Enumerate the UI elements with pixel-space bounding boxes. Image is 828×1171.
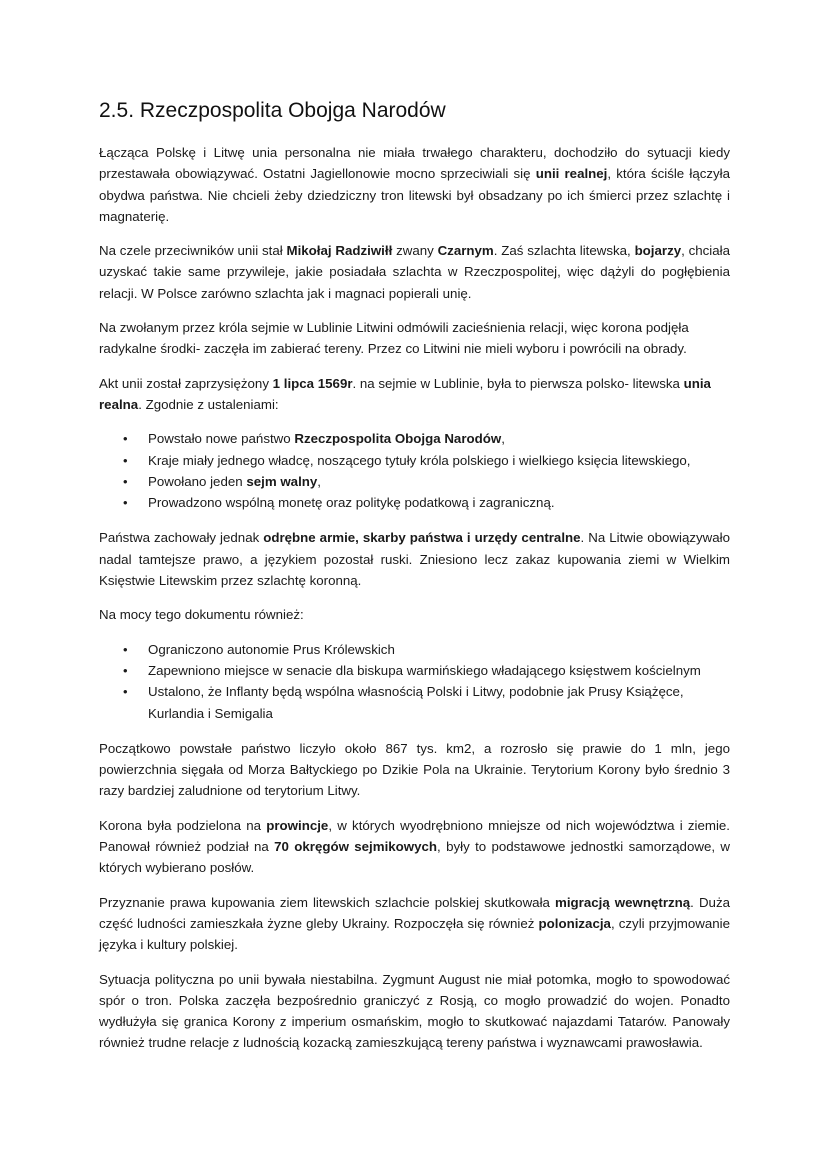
text-run: , która ściśle łączyła obydwa państwa. Nie chcieli żeby dziedziczny tron litewski był obsadzany po ich śmierci przez szlachtę i magnaterię.: [99, 166, 731, 224]
list-item: [99, 681, 730, 724]
bold-term: migracją wewnętrzną: [555, 894, 691, 910]
text-run: Prowadzono wspólną monetę oraz politykę podatkową i zagraniczną.: [148, 495, 555, 511]
bullet-icon: •: [123, 495, 128, 511]
text-run: Ograniczono autonomie Prus Królewskich: [148, 641, 395, 657]
paragraph-5: [99, 527, 730, 591]
text-run: Powstało nowe państwo: [148, 431, 295, 447]
paragraph-10: Sytuacja polityczna po unii bywała niestabilna. Zygmunt August nie miał potomka, mogło to spowodować spór o tron. Polska zaczęła bezpośrednio graniczyć z Rosją, co mogło prowadzić do wojen. Ponadto wydłużyła się granica Korony z imperium osmańskim, mogło to skutkować najazdami Tatarów. Panowały również trudne relacje z ludnością kozacką zamieszkującą tereny państwa i wyznawcami prawosławia.: [99, 971, 730, 1051]
bold-term: polonizacja: [538, 915, 611, 931]
bold-term: Rzeczpospolita Obojga Narodów: [294, 431, 502, 447]
list-item: [99, 450, 730, 471]
list-item: [99, 428, 730, 449]
text-run: Państwa zachowały jednak: [99, 530, 264, 546]
bold-term: 70 okręgów sejmikowych: [274, 839, 438, 855]
list-item: [99, 660, 730, 681]
bold-term: unia realna: [99, 375, 711, 412]
text-run: . Zgodnie z ustaleniami:: [138, 396, 279, 412]
bold-term: prowincje: [266, 817, 329, 833]
text-run: , chciała uzyskać takie same przywileje, jakie posiadała szlachta w Rzeczpospolitej, więc dążyli do pogłębienia relacji. W Polsce zarówno szlachta jak i magnaci popierali unię.: [99, 243, 731, 301]
text-run: Powołano jeden: [148, 473, 247, 489]
paragraph-1: [99, 142, 730, 227]
bullet-icon: •: [123, 431, 128, 447]
text-run: . Zaś szlachta litewska,: [493, 243, 635, 259]
text-run: Kraje miały jednego władcę, noszącego tytuły króla polskiego i wielkiego księcia litewskiego,: [148, 452, 691, 468]
bold-term: 1 lipca 1569r: [272, 375, 353, 391]
text-run: , były to podstawowe jednostki samorządowe, w których wybierano posłów.: [99, 839, 730, 876]
paragraph-8: [99, 815, 730, 879]
paragraph-2: [99, 240, 730, 304]
text-run: Korona była podzielona na: [99, 817, 267, 833]
text-run: Zapewniono miejsce w senacie dla biskupa warmińskiego władającego księstwem kościelnym: [148, 662, 701, 678]
bold-term: odrębne armie, skarby państwa i urzędy centralne: [263, 530, 581, 546]
list-item: [99, 471, 730, 492]
text-run: , czyli przyjmowanie języka i kultury polskiej.: [99, 915, 730, 953]
text-run: Ustalono, że Inflanty będą wspólna własnością Polski i Litwy, podobnie jak Prusy Książęce, Kurlandia i Semigalia: [148, 684, 684, 721]
text-run: . Na Litwie obowiązywało nadal tamtejsze prawo, a językiem pozostał ruski. Zniesiono lecz zakaz kupowania ziemi w Wielkim Księstwie Litewskim przez szlachtę koronną.: [99, 530, 730, 589]
text-run: zwany: [392, 243, 438, 259]
list-item: [99, 492, 730, 513]
text-run: . na sejmie w Lublinie, była to pierwsza polsko- litewska: [352, 375, 684, 391]
bold-term: unii realnej: [535, 166, 608, 182]
text-run: ,: [317, 473, 321, 489]
paragraph-9: [99, 892, 730, 956]
paragraph-7: Początkowo powstałe państwo liczyło około 867 tys. km2, a rozrosło się prawie do 1 mln, jego powierzchnia sięgała od Morza Bałtyckiego po Dzikie Pola na Ukrainie. Terytorium Korony było średnio 3 razy bardziej zaludnione od terytorium Litwy.: [99, 740, 730, 799]
bullet-icon: •: [123, 684, 128, 700]
bullet-icon: •: [123, 473, 128, 489]
text-run: Łącząca Polskę i Litwę unia personalna nie miała trwałego charakteru, dochodziło do sytuacji kiedy przestawała obowiązywać. Ostatni Jagiellonowie mocno sprzeciwiali się: [99, 145, 730, 182]
section-title: 2.5. Rzeczpospolita Obojga Narodów: [99, 99, 446, 122]
text-run: Na czele przeciwników unii stał: [99, 243, 287, 259]
text-run: . Duża część ludności zamieszkała żyzne gleby Ukrainy. Rozpoczęła się również: [99, 894, 730, 931]
list-item: [99, 639, 730, 660]
paragraph-6: Na mocy tego dokumentu również:: [99, 607, 304, 623]
bold-term: sejm walny: [246, 473, 318, 489]
bullet-list-2: [99, 639, 730, 724]
bullet-icon: •: [123, 662, 128, 678]
paragraph-3: Na zwołanym przez króla sejmie w Lublinie Litwini odmówili zacieśnienia relacji, więc korona podjęła radykalne środki- zaczęła im zabierać tereny. Przez co Litwini nie mieli wyboru i powrócili na obrady.: [99, 320, 689, 357]
text-run: Przyznanie prawa kupowania ziem litewskich szlachcie polskiej skutkowała: [99, 894, 556, 910]
bullet-icon: •: [123, 452, 128, 468]
bold-term: bojarzy: [634, 243, 682, 259]
bullet-list-1: [99, 428, 730, 513]
paragraph-4: [99, 373, 730, 416]
bullet-icon: •: [123, 641, 128, 657]
text-run: , w których wyodrębniono mniejsze od nich województwa i ziemie. Panował również podział na: [99, 817, 731, 855]
text-run: ,: [501, 431, 505, 447]
text-run: Akt unii został zaprzysiężony: [99, 375, 273, 391]
bold-term: Czarnym: [437, 243, 494, 259]
bold-term: Mikołaj Radziwiłł: [286, 243, 393, 259]
